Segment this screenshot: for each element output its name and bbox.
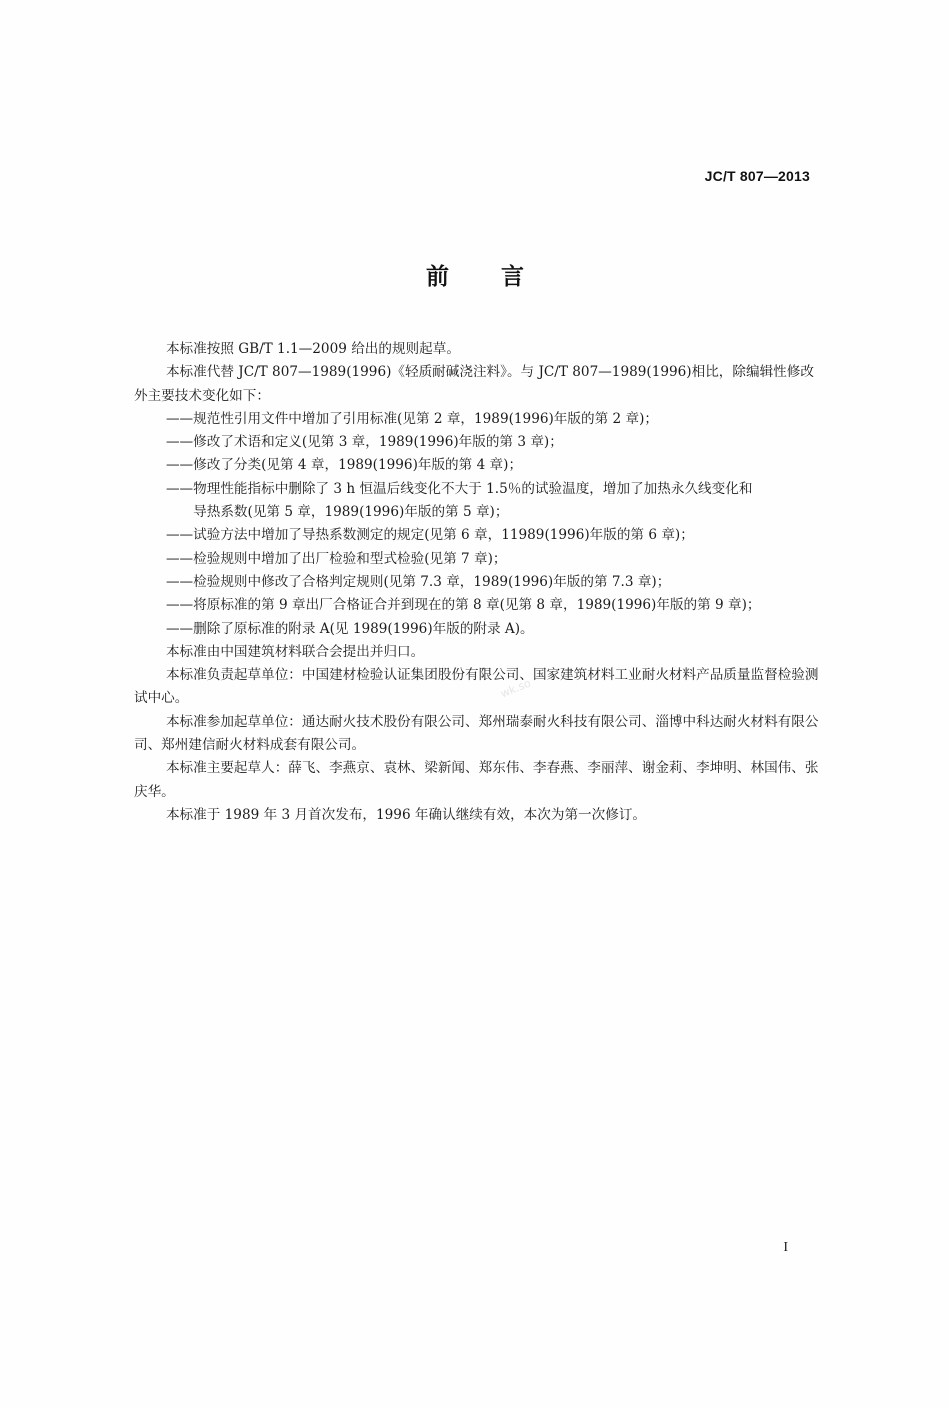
standard-code: JC/T 807—2013 <box>704 168 810 184</box>
page-number: I <box>783 1240 788 1255</box>
watermark: wk.so <box>498 676 533 701</box>
change-item: ——检验规则中修改了合格判定规则(见第 7.3 章，1989(1996)年版的第 7.3 章)； <box>165 573 671 590</box>
paragraph-lead-drafters: 本标准负责起草单位：中国建材检验认证集团股份有限公司、国家建筑材料工业耐火材料产品质量监督检验测试中心。 <box>134 667 819 707</box>
change-item: ——将原标准的第 9 章出厂合格证合并到现在的第 8 章(见第 8 章，1989(1996)年版的第 9 章)； <box>165 597 761 614</box>
page-title: 前言 <box>426 264 576 290</box>
paragraph-history: 本标准于 1989 年 3 月首次发布，1996 年确认继续有效，本次为第一次修订。 <box>165 806 647 823</box>
change-item: ——规范性引用文件中增加了引用标准(见第 2 章，1989(1996)年版的第 2 章)； <box>165 410 658 427</box>
change-item <box>134 478 824 525</box>
paragraph-proposer: 本标准由中国建筑材料联合会提出并归口。 <box>165 643 425 660</box>
paragraph-authors: 本标准主要起草人：薛飞、李燕京、袁林、梁新闻、郑东伟、李春燕、李丽萍、谢金莉、李坤明、林国伟、张庆华。 <box>134 760 819 800</box>
paragraph-replacement: 本标准代替 JC/T 807—1989(1996)《轻质耐碱浇注料》。与 JC/T 807—1989(1996)相比，除编辑性修改外主要技术变化如下： <box>134 364 814 404</box>
paragraph-drafting-rules: 本标准按照 GB/T 1.1—2009 给出的规则起草。 <box>165 341 460 357</box>
change-item: ——试验方法中增加了导热系数测定的规定(见第 6 章，11989(1996)年版的第 6 章)； <box>165 527 694 544</box>
change-item: ——修改了分类(见第 4 章，1989(1996)年版的第 4 章)； <box>165 457 523 474</box>
change-item-continuation: 导热系数(见第 5 章，1989(1996)年版的第 5 章)； <box>193 504 509 521</box>
foreword-body <box>134 338 824 827</box>
change-item-line: ——物理性能指标中删除了 3 h 恒温后线变化不大于 1.5％的试验温度，增加了加热永久线变化和 <box>165 480 753 497</box>
paragraph-participating-drafters: 本标准参加起草单位：通达耐火技术股份有限公司、郑州瑞泰耐火科技有限公司、淄博中科达耐火材料有限公司、郑州建信耐火材料成套有限公司。 <box>134 713 819 754</box>
change-item: ——检验规则中增加了出厂检验和型式检验(见第 7 章)； <box>165 550 507 567</box>
change-item: ——修改了术语和定义(见第 3 章，1989(1996)年版的第 3 章)； <box>165 434 563 451</box>
change-item: ——删除了原标准的附录 A(见 1989(1996)年版的附录 A)。 <box>165 620 534 637</box>
